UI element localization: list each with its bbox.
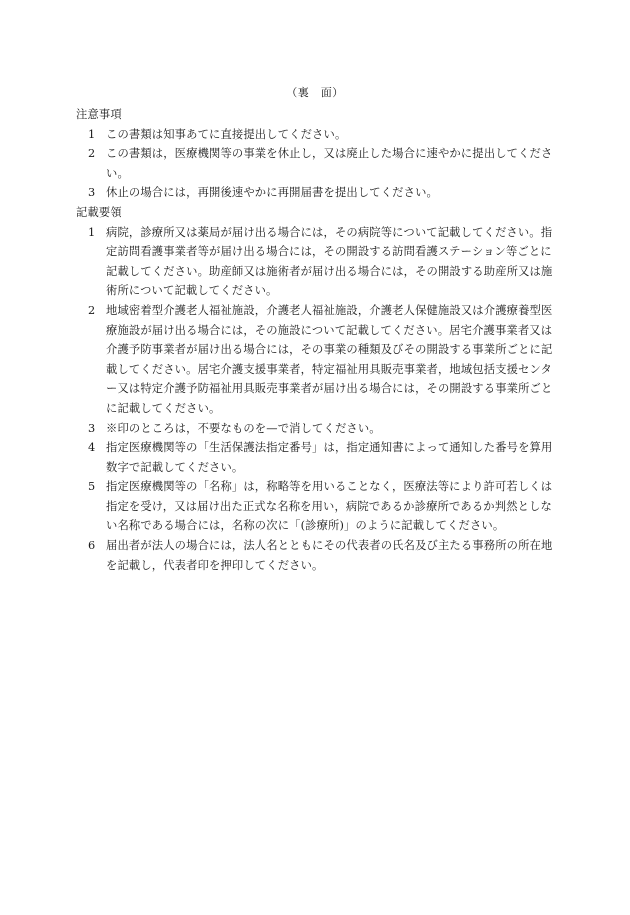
item-text: 指定医療機関等の「名称」は，称略等を用いることなく，医療法等により許可若しくは指定を受け，又は届け出た正式な名称を用い，病院であるか診療所であるか判然としない名称である場合には，名称の次に「(診療所)」のように記載してください。	[106, 480, 553, 533]
item-text: ※印のところは，不要なものを—で消してください。	[106, 421, 381, 435]
notes-item	[76, 144, 562, 183]
guide-item	[76, 536, 562, 575]
item-number: 4	[88, 441, 96, 455]
guide-list	[76, 223, 562, 576]
notes-list	[76, 125, 562, 203]
item-number: 5	[88, 480, 96, 494]
guide-item	[76, 301, 562, 419]
item-number: 2	[88, 303, 96, 317]
item-number: 2	[88, 147, 96, 161]
item-text: この書類は，医療機関等の事業を休止し，又は廃止した場合に速やかに提出してください。	[106, 147, 553, 180]
guide-item	[76, 438, 562, 477]
item-number: 1	[88, 127, 96, 141]
item-text: 休止の場合には，再開後速やかに再開届書を提出してください。	[106, 186, 438, 200]
guide-item	[76, 223, 562, 301]
item-number: 6	[88, 539, 96, 553]
item-text: 病院，診療所又は薬局が届け出る場合には，その病院等について記載してください。指定訪問看護事業者等が届け出る場合には，その開設する訪問看護ステーション等ごとに記載してください。助産師又は施術者が届け出る場合には，その開設する助産所又は施術所について記載してください。	[106, 225, 553, 298]
item-text: 地域密着型介護老人福祉施設，介護老人福祉施設，介護老人保健施設又は介護療養型医療施設が届け出る場合には，その施設について記載してください。居宅介護事業者又は介護予防事業者が届け出る場合には，その事業の種類及びその開設する事業所ごとに記載してください。居宅介護支援事業者，特定福祉用具販売事業者，地域包括支援センター又は特定介護予防福祉用具販売事業者が届け出る場合には，その開設する事業所ごとに記載してください。	[106, 303, 553, 415]
document-body	[76, 105, 562, 575]
side-label: （裏 面）	[286, 86, 344, 99]
guide-item	[76, 477, 562, 536]
item-number: 1	[88, 225, 96, 239]
guide-heading: 記載要領	[76, 205, 122, 219]
notes-heading: 注意事項	[76, 108, 122, 121]
item-text: 届出者が法人の場合には，法人名とともにその代表者の氏名及び主たる事務所の所在地を記載し，代表者印を押印してください。	[106, 539, 553, 572]
item-text: 指定医療機関等の「生活保護法指定番号」は，指定通知書によって通知した番号を算用数字で記載してください。	[106, 441, 553, 474]
item-number: 3	[88, 186, 96, 200]
notes-item	[76, 125, 562, 145]
item-text: この書類は知事あてに直接提出してください。	[106, 127, 347, 141]
item-number: 3	[88, 421, 96, 435]
guide-item	[76, 419, 562, 439]
notes-item	[76, 183, 562, 203]
